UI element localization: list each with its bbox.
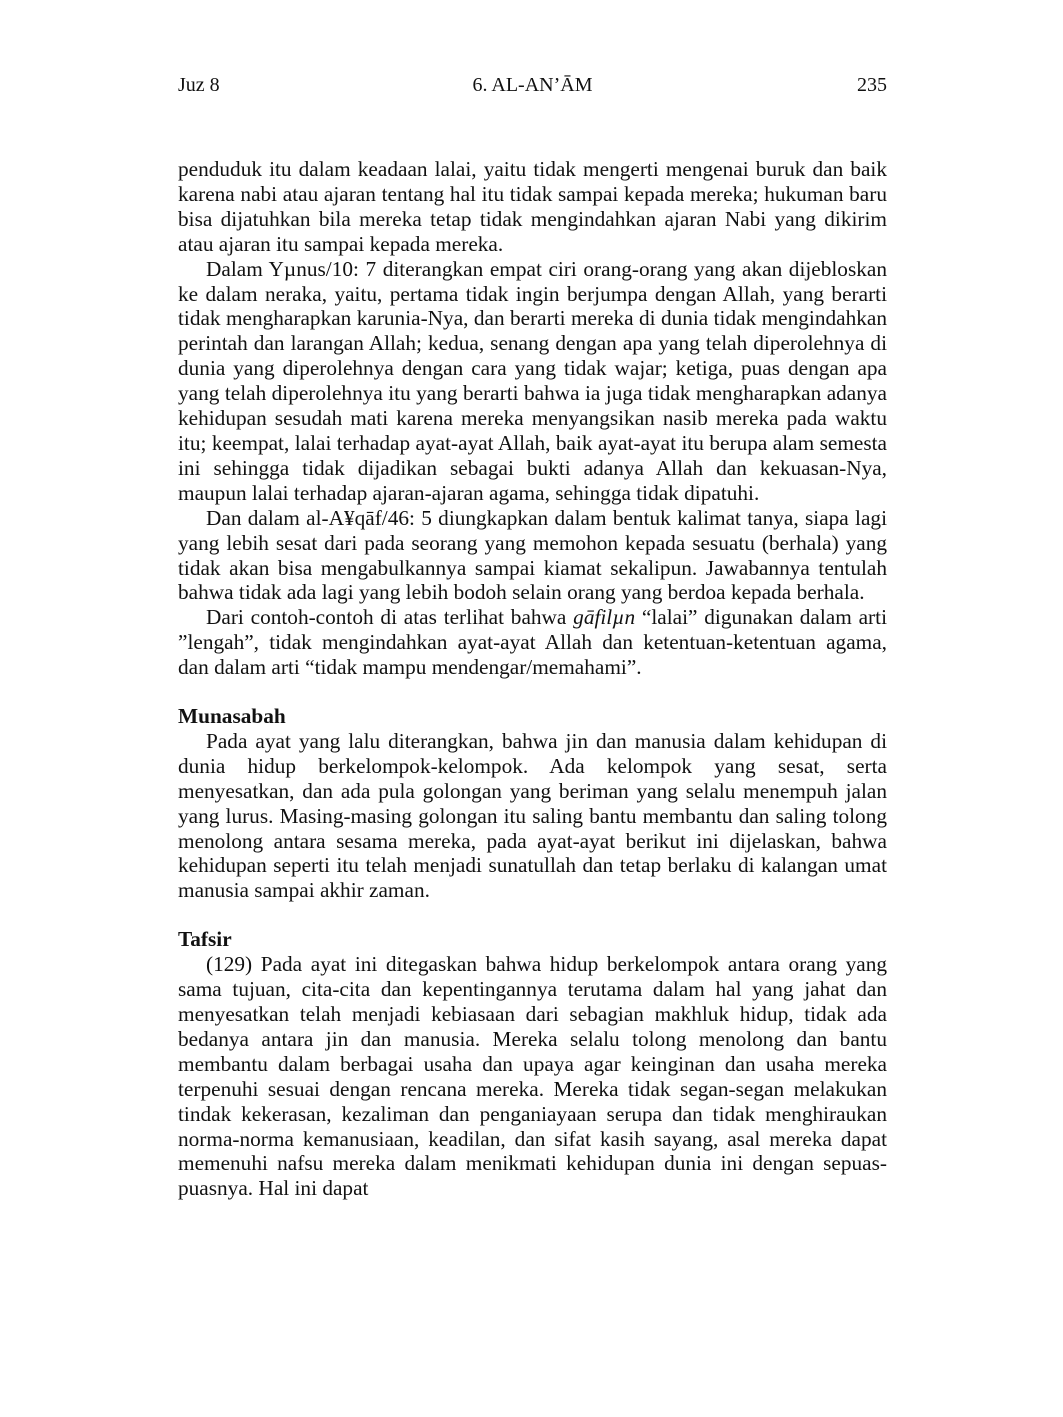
page-header — [178, 74, 887, 104]
section-heading-munasabah: Munasabah — [178, 704, 286, 729]
paragraph-ghafilun-end: “lalai” digunakan dalam arti ”lengah”, tidak mengindahkan ayat-ayat Allah dan ketentuan-ketentuan agama, dan dalam arti “tidak mampu mendengar/memahami”. — [178, 605, 887, 680]
term-ghafilun: gāfilµn — [573, 605, 636, 630]
section-heading-tafsir: Tafsir — [178, 927, 232, 952]
juz-label: Juz 8 — [178, 74, 220, 96]
surah-title: 6. AL-AN’ĀM — [472, 74, 593, 96]
paragraph-ghafilun — [178, 605, 887, 680]
paragraph-ahqaf: Dan dalam al-A¥qāf/46: 5 diungkapkan dalam bentuk kalimat tanya, siapa lagi yang lebih sesat dari pada seorang yang memohon kepada sesuatu (berhala) yang tidak akan bisa mengabulkannya sampai kiamat sekalipun. Jawabannya tentulah bahwa tidak ada lagi yang lebih bodoh selain orang yang berdoa kepada berhala. — [178, 505, 887, 605]
page-body — [178, 157, 887, 1201]
paragraph-tafsir: (129) Pada ayat ini ditegaskan bahwa hidup berkelompok antara orang yang sama tujuan, cita-cita dan kepentingannya terutama dalam hal yang jahat dan menyesatkan telah menjadi kebiasaan dari sebagian makhluk hidup, tidak ada bedanya antara jin dan manusia. Mereka selalu tolong menolong dan bantu membantu dalam berbagai usaha dan upaya agar keinginan dan usaha mereka terpenuhi sesuai dengan rencana mereka. Mereka tidak segan-segan melakukan tindak kekerasan, kezaliman dan penganiayaan serupa dan tidak menghiraukan norma-norma kemanusiaan, keadilan, dan sifat kasih sayang, asal mereka dapat memenuhi nafsu mereka dalam menikmati kehidupan dunia ini dengan sepuas-puasnya. Hal ini dapat — [178, 952, 887, 1201]
paragraph-munasabah: Pada ayat yang lalu diterangkan, bahwa jin dan manusia dalam kehidupan di dunia hidup berkelompok-kelompok. Ada kelompok yang sesat, serta menyesatkan, dan ada pula golongan yang beriman yang selalu menempuh jalan yang lurus. Masing-masing golongan itu saling bantu membantu dan saling tolong menolong antara sesama mereka, pada ayat-ayat berikut ini dijelaskan, bahwa kehidupan seperti itu telah menjadi sunatullah dan tetap berlaku di kalangan umat manusia sampai akhir zaman. — [178, 728, 887, 903]
paragraph-continuation: penduduk itu dalam keadaan lalai, yaitu tidak mengerti mengenai buruk dan baik karena nabi atau ajaran tentang hal itu tidak sampai kepada mereka; hukuman baru bisa dijatuhkan bila mereka tetap tidak mengindahkan ajaran Nabi yang dikirim atau ajaran itu sampai kepada mereka. — [178, 157, 887, 256]
page-number: 235 — [857, 74, 887, 96]
paragraph-yunus: Dalam Yµnus/10: 7 diterangkan empat ciri orang-orang yang akan dijebloskan ke dalam neraka, yaitu, pertama tidak ingin berjumpa dengan Allah, yang berarti tidak mengharapkan karunia-Nya, dan berarti mereka di dunia tidak mengindahkan perintah dan larangan Allah; kedua, senang dengan apa yang telah diperolehnya di dunia yang diperolehnya dengan cara yang tidak wajar; ketiga, puas dengan apa yang telah diperolehnya itu yang berarti bahwa ia juga tidak mengharapkan adanya kehidupan sesudah mati karena mereka menyangsikan nasib mereka pada waktu itu; keempat, lalai terhadap ayat-ayat Allah, baik ayat-ayat itu berupa alam semesta ini sehingga tidak dijadikan sebagai bukti adanya Allah dan kekuasan-Nya, maupun lalai terhadap ajaran-ajaran agama, sehingga tidak dipatuhi. — [178, 256, 887, 505]
paragraph-ghafilun-start: Dari contoh-contoh di atas terlihat bahwa — [206, 605, 574, 630]
